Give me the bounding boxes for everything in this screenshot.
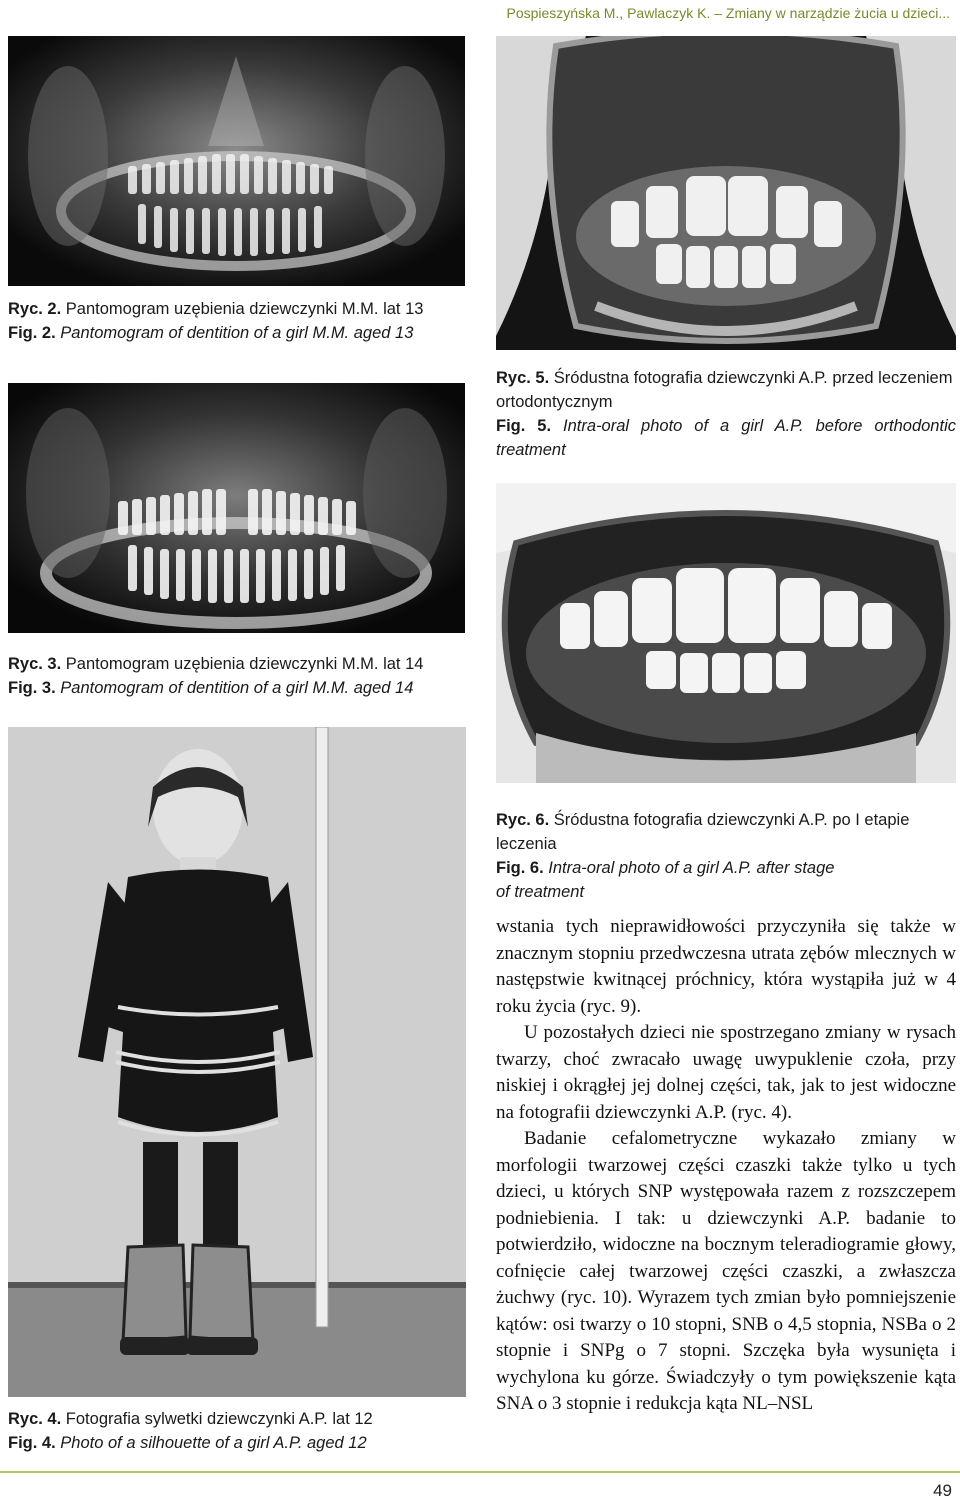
figure-2-pantomogram-image (8, 36, 465, 286)
figure-3-caption-en: Pantomogram of dentition of a girl M.M. aged 14 (60, 679, 414, 697)
page-number: 49 (933, 1481, 952, 1500)
figure-5-intraoral-photo (496, 36, 956, 350)
figure-4-caption-en: Photo of a silhouette of a girl A.P. aged 12 (60, 1434, 367, 1452)
figure-6-intraoral-photo (496, 483, 956, 783)
figure-4-caption (8, 1407, 478, 1455)
figure-5-caption-pl: Śródustna fotografia dziewczynki A.P. przed leczeniem ortodontycznym (496, 369, 953, 411)
figure-6-caption-pl: Śródustna fotografia dziewczynki A.P. po I etapie leczenia (496, 811, 910, 853)
body-paragraph-1: wstania tych nieprawidłowości przyczyniła się także w znacznym stopniu przedwczesna utrata zębów mlecznych w następstwie kwitnącej próchnicy, która wystąpiła już w 4 roku życia (ryc. 9). (496, 916, 956, 1017)
figure-3-caption (8, 652, 478, 700)
body-text (496, 914, 956, 1418)
figure-2-label-en: Fig. 2. (8, 324, 56, 342)
figure-2-caption-en: Pantomogram of dentition of a girl M.M. aged 13 (60, 324, 414, 342)
figure-3-pantomogram-image (8, 383, 465, 633)
figure-2-caption-pl: Pantomogram uzębienia dziewczynki M.M. lat 13 (65, 300, 424, 318)
figure-4-caption-pl: Fotografia sylwetki dziewczynki A.P. lat 12 (65, 1410, 373, 1428)
figure-5-label-en: Fig. 5. (496, 417, 552, 435)
figure-5-caption-en: Intra-oral photo of a girl A.P. before orthodontic treatment (496, 417, 956, 459)
figure-5-caption (496, 366, 956, 462)
figure-3-caption-pl: Pantomogram uzębienia dziewczynki M.M. lat 14 (65, 655, 424, 673)
figure-4-label-pl: Ryc. 4. (8, 1410, 62, 1428)
figure-6-label-pl: Ryc. 6. (496, 811, 550, 829)
figure-4-silhouette-photo (8, 727, 466, 1397)
figure-3-label-en: Fig. 3. (8, 679, 56, 697)
body-paragraph-2: U pozostałych dzieci nie spostrzegano zmiany w rysach twarzy, choć zwracało uwagę uwypuklenie czoła, przy niskiej i okrągłej jej dolnej części, tak, jak to jest widoczne na fotografii dziewczynki A.P. (ryc. 4). (496, 1022, 956, 1123)
figure-3-label-pl: Ryc. 3. (8, 655, 62, 673)
figure-6-caption-en: Intra-oral photo of a girl A.P. after stage of treatment (496, 859, 835, 901)
figure-6-label-en: Fig. 6. (496, 859, 544, 877)
figure-4-label-en: Fig. 4. (8, 1434, 56, 1452)
running-header: Pospieszyńska M., Pawlaczyk K. – Zmiany w narządzie żucia u dzieci... (506, 5, 950, 21)
figure-6-caption (496, 808, 956, 904)
figure-5-label-pl: Ryc. 5. (496, 369, 550, 387)
footer-rule (0, 1471, 960, 1473)
figure-2-caption (8, 297, 478, 345)
figure-2-label-pl: Ryc. 2. (8, 300, 62, 318)
body-paragraph-3: Badanie cefalometryczne wykazało zmiany w morfologii twarzowej części czaszki także tylko u tych dzieci, u których SNP występowała razem z rozszczepem podniebienia. I tak: u dziewczynki A.P. badanie to potwierdziło, widoczne na bocznym teleradiogramie głowy, cofnięcie całej twarzowej części czaszki, a zwłaszcza żuchwy (ryc. 10). Wyrazem tych zmian było pomniejszenie kątów: osi twarzy o 10 stopni, SNB o 4,5 stopnia, NSBa o 2 stopnie i SNPg o 7 stopni. Szczęka była wysunięta i wychylona ku górze. Świadczyły o tym powiększenie kąta SNA o 3 stopnie i redukcja kąta NL–NSL (496, 1128, 956, 1414)
